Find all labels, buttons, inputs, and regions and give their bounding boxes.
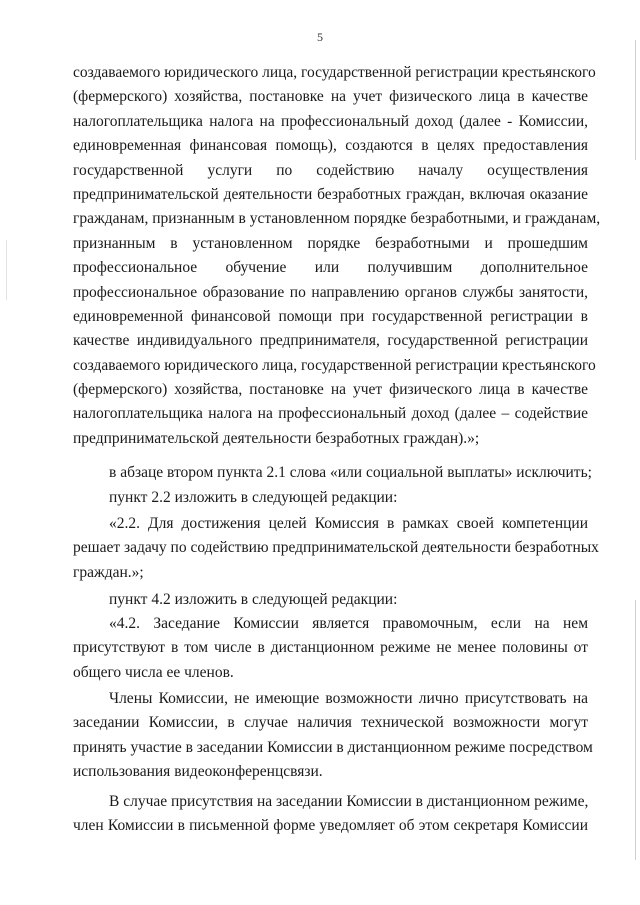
text-line: создаваемого юридического лица, государственной регистрации крестьянского	[73, 356, 596, 374]
text-line: использования видеоконференцсвязи.	[73, 763, 323, 781]
paragraph-4-2-text	[73, 612, 588, 685]
text-line: единовременная финансовая помощь), создаются в целях предоставления	[73, 137, 588, 155]
page-number: 5	[317, 30, 323, 44]
text-line: граждан.»;	[73, 563, 144, 581]
text-line: «2.2. Для достижения целей Комиссия в рамках своей компетенции	[109, 515, 588, 532]
text-line: принять участие в заседании Комиссии в дистанционном режиме посредством	[73, 738, 593, 756]
paragraph-4-2-intro	[73, 588, 588, 612]
paragraph-commission-definition	[73, 61, 601, 451]
text-line: общего числа ее членов.	[73, 663, 234, 681]
text-line: В случае присутствия на заседании Комиссии в дистанционном режиме,	[109, 793, 589, 810]
paragraph-2-1-amendment	[73, 461, 592, 485]
text-line: гражданам, признанным в установленном порядке безработными, и гражданам,	[73, 210, 601, 228]
text-line: признанным в установленном порядке безработными и прошедшим	[73, 234, 588, 252]
text-line: пункт 2.2 изложить в следующей редакции:	[109, 489, 398, 506]
paragraph-2-2-text	[73, 512, 599, 585]
text-line: Члены Комиссии, не имеющие возможности лично присутствовать на	[109, 690, 588, 707]
scan-edge-line	[635, 40, 636, 160]
text-line: в абзаце втором пункта 2.1 слова «или социальной выплаты» исключить;	[109, 464, 592, 481]
text-line: решает задачу по содействию предпринимательской деятельности безработных	[73, 539, 599, 557]
text-line: единовременной финансовой помощи при государственной регистрации в	[73, 307, 588, 325]
text-line: предпринимательской деятельности безработных граждан).»;	[73, 429, 480, 447]
text-line: пункт 4.2 изложить в следующей редакции:	[109, 591, 398, 608]
paragraph-members-remote	[73, 687, 593, 785]
paragraph-2-2-intro	[73, 486, 588, 510]
text-line: предпринимательской деятельности безработных граждан, включая оказание	[73, 185, 588, 203]
text-line: «4.2. Заседание Комиссии является правомочным, если на нем	[109, 615, 588, 632]
text-line: налогоплательщика налога на профессиональный доход (далее - Комиссии,	[73, 112, 588, 130]
text-line: член Комиссии в письменной форме уведомляет об этом секретаря Комиссии	[73, 817, 588, 835]
paragraph-remote-notification	[73, 790, 588, 839]
text-line: (фермерского) хозяйства, постановке на учет физического лица в качестве	[73, 88, 588, 106]
text-line: профессиональное обучение или получившим дополнительное	[73, 259, 588, 277]
text-line: заседании Комиссии, в случае наличия технической возможности могут	[73, 714, 588, 732]
text-line: профессиональное образование по направлению органов службы занятости,	[73, 283, 588, 301]
scan-edge-line	[6, 240, 7, 300]
text-line: государственной услуги по содействию началу осуществления	[73, 161, 588, 179]
text-line: (фермерского) хозяйства, постановке на учет физического лица в качестве	[73, 381, 588, 399]
scan-edge-line	[635, 600, 636, 860]
text-line: качестве индивидуального предпринимателя, государственной регистрации	[73, 332, 588, 350]
text-line: присутствуют в том числе в дистанционном режиме не менее половины от	[73, 639, 588, 657]
text-line: создаваемого юридического лица, государственной регистрации крестьянского	[73, 64, 596, 81]
text-line: налогоплательщика налога на профессиональный доход (далее – содействие	[73, 405, 588, 423]
